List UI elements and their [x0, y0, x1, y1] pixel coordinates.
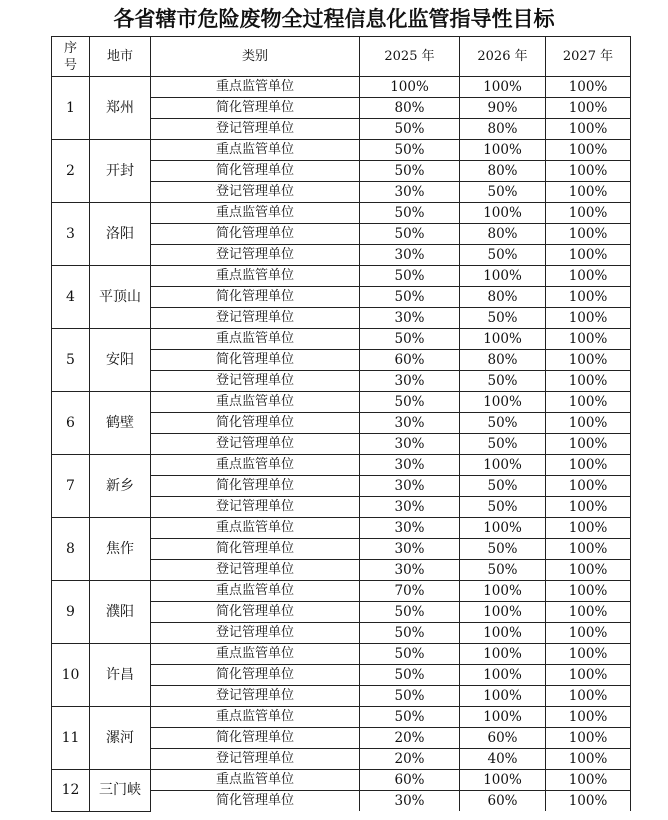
value-2026-cell: 50%	[460, 434, 546, 455]
category-cell: 登记管理单位	[151, 308, 360, 329]
city-cell: 鹤壁	[90, 392, 151, 455]
table-body	[52, 77, 631, 812]
value-2027-cell: 100%	[546, 644, 631, 665]
value-2026-cell: 100%	[460, 329, 546, 350]
serial-number-cell: 9	[52, 581, 90, 644]
value-2026-cell: 50%	[460, 476, 546, 497]
value-2025-cell: 50%	[360, 287, 460, 308]
value-2025-cell: 60%	[360, 770, 460, 791]
table-row	[52, 518, 631, 539]
value-2027-cell: 100%	[546, 749, 631, 770]
category-cell: 简化管理单位	[151, 602, 360, 623]
category-cell: 简化管理单位	[151, 287, 360, 308]
value-2026-cell: 50%	[460, 182, 546, 203]
category-cell: 登记管理单位	[151, 749, 360, 770]
value-2027-cell: 100%	[546, 161, 631, 182]
category-cell: 重点监管单位	[151, 329, 360, 350]
category-cell: 重点监管单位	[151, 392, 360, 413]
value-2025-cell: 30%	[360, 371, 460, 392]
category-cell: 登记管理单位	[151, 119, 360, 140]
city-cell: 新乡	[90, 455, 151, 518]
category-cell: 登记管理单位	[151, 497, 360, 518]
value-2026-cell: 80%	[460, 119, 546, 140]
value-2025-cell: 30%	[360, 518, 460, 539]
category-cell: 简化管理单位	[151, 728, 360, 749]
value-2026-cell: 100%	[460, 623, 546, 644]
category-cell: 简化管理单位	[151, 476, 360, 497]
value-2027-cell: 100%	[546, 518, 631, 539]
value-2027-cell: 100%	[546, 266, 631, 287]
targets-table	[51, 36, 631, 812]
city-cell: 安阳	[90, 329, 151, 392]
value-2026-cell: 50%	[460, 560, 546, 581]
value-2026-cell: 80%	[460, 224, 546, 245]
value-2027-cell: 100%	[546, 434, 631, 455]
value-2026-cell: 50%	[460, 539, 546, 560]
header-city: 地市	[90, 37, 151, 77]
serial-number-cell: 7	[52, 455, 90, 518]
category-cell: 简化管理单位	[151, 539, 360, 560]
table-row	[52, 266, 631, 287]
category-cell: 重点监管单位	[151, 707, 360, 728]
header-2025: 2025 年	[360, 37, 460, 77]
category-cell: 登记管理单位	[151, 560, 360, 581]
value-2025-cell: 30%	[360, 413, 460, 434]
value-2026-cell: 100%	[460, 203, 546, 224]
category-cell: 重点监管单位	[151, 770, 360, 791]
value-2027-cell: 100%	[546, 560, 631, 581]
serial-number-cell: 2	[52, 140, 90, 203]
city-cell: 许昌	[90, 644, 151, 707]
serial-number-cell: 8	[52, 518, 90, 581]
serial-number-cell: 12	[52, 770, 90, 812]
value-2027-cell: 100%	[546, 476, 631, 497]
serial-number-cell: 5	[52, 329, 90, 392]
header-2027: 2027 年	[546, 37, 631, 77]
value-2027-cell: 100%	[546, 98, 631, 119]
value-2027-cell: 100%	[546, 686, 631, 707]
value-2025-cell: 50%	[360, 161, 460, 182]
category-cell: 登记管理单位	[151, 371, 360, 392]
category-cell: 重点监管单位	[151, 77, 360, 98]
serial-number-cell: 1	[52, 77, 90, 140]
category-cell: 重点监管单位	[151, 518, 360, 539]
value-2027-cell: 100%	[546, 539, 631, 560]
table-row	[52, 392, 631, 413]
category-cell: 重点监管单位	[151, 644, 360, 665]
value-2025-cell: 50%	[360, 329, 460, 350]
value-2025-cell: 50%	[360, 665, 460, 686]
value-2025-cell: 50%	[360, 266, 460, 287]
table-row	[52, 455, 631, 476]
value-2026-cell: 50%	[460, 413, 546, 434]
value-2027-cell: 100%	[546, 455, 631, 476]
value-2026-cell: 100%	[460, 140, 546, 161]
value-2027-cell: 100%	[546, 707, 631, 728]
value-2025-cell: 30%	[360, 434, 460, 455]
category-cell: 重点监管单位	[151, 455, 360, 476]
table-row	[52, 77, 631, 98]
value-2027-cell: 100%	[546, 497, 631, 518]
value-2027-cell: 100%	[546, 602, 631, 623]
value-2026-cell: 100%	[460, 665, 546, 686]
table-row	[52, 644, 631, 665]
value-2025-cell: 30%	[360, 455, 460, 476]
category-cell: 简化管理单位	[151, 98, 360, 119]
city-cell: 焦作	[90, 518, 151, 581]
value-2025-cell: 30%	[360, 245, 460, 266]
table-row	[52, 329, 631, 350]
value-2025-cell: 30%	[360, 539, 460, 560]
value-2027-cell: 100%	[546, 224, 631, 245]
value-2027-cell: 100%	[546, 329, 631, 350]
header-row	[52, 37, 631, 77]
value-2026-cell: 80%	[460, 350, 546, 371]
value-2025-cell: 50%	[360, 140, 460, 161]
value-2025-cell: 50%	[360, 224, 460, 245]
value-2025-cell: 50%	[360, 644, 460, 665]
category-cell: 重点监管单位	[151, 203, 360, 224]
value-2026-cell: 100%	[460, 266, 546, 287]
value-2026-cell: 50%	[460, 245, 546, 266]
value-2026-cell: 40%	[460, 749, 546, 770]
value-2027-cell: 100%	[546, 728, 631, 749]
document-title: 各省辖市危险废物全过程信息化监管指导性目标	[113, 7, 555, 31]
category-cell: 重点监管单位	[151, 140, 360, 161]
value-2025-cell: 30%	[360, 308, 460, 329]
value-2026-cell: 100%	[460, 581, 546, 602]
table-row	[52, 770, 631, 791]
city-cell: 漯河	[90, 707, 151, 770]
value-2025-cell: 50%	[360, 707, 460, 728]
value-2025-cell: 20%	[360, 749, 460, 770]
value-2025-cell: 70%	[360, 581, 460, 602]
header-serial: 序 号	[52, 37, 90, 77]
value-2027-cell: 100%	[546, 119, 631, 140]
header-2026: 2026 年	[460, 37, 546, 77]
value-2025-cell: 20%	[360, 728, 460, 749]
category-cell: 简化管理单位	[151, 161, 360, 182]
city-cell: 开封	[90, 140, 151, 203]
value-2025-cell: 80%	[360, 98, 460, 119]
value-2027-cell: 100%	[546, 287, 631, 308]
value-2025-cell: 100%	[360, 77, 460, 98]
value-2025-cell: 50%	[360, 119, 460, 140]
header-category: 类别	[151, 37, 360, 77]
category-cell: 登记管理单位	[151, 245, 360, 266]
value-2027-cell: 100%	[546, 245, 631, 266]
value-2026-cell: 50%	[460, 371, 546, 392]
category-cell: 登记管理单位	[151, 182, 360, 203]
category-cell: 简化管理单位	[151, 413, 360, 434]
value-2026-cell: 60%	[460, 728, 546, 749]
serial-number-cell: 6	[52, 392, 90, 455]
value-2026-cell: 100%	[460, 518, 546, 539]
table-row	[52, 203, 631, 224]
value-2027-cell: 100%	[546, 77, 631, 98]
value-2027-cell: 100%	[546, 140, 631, 161]
value-2025-cell: 50%	[360, 623, 460, 644]
value-2025-cell: 30%	[360, 476, 460, 497]
value-2026-cell: 100%	[460, 455, 546, 476]
value-2025-cell: 30%	[360, 791, 460, 812]
serial-number-cell: 10	[52, 644, 90, 707]
value-2027-cell: 100%	[546, 182, 631, 203]
city-cell: 平顶山	[90, 266, 151, 329]
table-row	[52, 707, 631, 728]
category-cell: 简化管理单位	[151, 665, 360, 686]
value-2025-cell: 50%	[360, 686, 460, 707]
value-2026-cell: 100%	[460, 602, 546, 623]
value-2026-cell: 100%	[460, 707, 546, 728]
value-2026-cell: 80%	[460, 161, 546, 182]
value-2026-cell: 100%	[460, 392, 546, 413]
value-2026-cell: 90%	[460, 98, 546, 119]
serial-number-cell: 11	[52, 707, 90, 770]
category-cell: 简化管理单位	[151, 791, 360, 812]
value-2027-cell: 100%	[546, 392, 631, 413]
category-cell: 登记管理单位	[151, 623, 360, 644]
value-2025-cell: 50%	[360, 602, 460, 623]
value-2027-cell: 100%	[546, 371, 631, 392]
value-2027-cell: 100%	[546, 350, 631, 371]
value-2025-cell: 30%	[360, 182, 460, 203]
table-row	[52, 140, 631, 161]
table-row	[52, 581, 631, 602]
value-2027-cell: 100%	[546, 791, 631, 812]
value-2025-cell: 60%	[360, 350, 460, 371]
category-cell: 登记管理单位	[151, 686, 360, 707]
value-2025-cell: 30%	[360, 560, 460, 581]
value-2027-cell: 100%	[546, 665, 631, 686]
value-2027-cell: 100%	[546, 413, 631, 434]
serial-number-cell: 3	[52, 203, 90, 266]
city-cell: 濮阳	[90, 581, 151, 644]
city-cell: 洛阳	[90, 203, 151, 266]
value-2026-cell: 50%	[460, 497, 546, 518]
value-2026-cell: 80%	[460, 287, 546, 308]
value-2027-cell: 100%	[546, 770, 631, 791]
value-2025-cell: 30%	[360, 497, 460, 518]
category-cell: 重点监管单位	[151, 581, 360, 602]
value-2026-cell: 100%	[460, 644, 546, 665]
value-2026-cell: 100%	[460, 77, 546, 98]
value-2025-cell: 50%	[360, 392, 460, 413]
value-2026-cell: 50%	[460, 308, 546, 329]
category-cell: 简化管理单位	[151, 350, 360, 371]
value-2026-cell: 100%	[460, 686, 546, 707]
city-cell: 三门峡	[90, 770, 151, 812]
category-cell: 登记管理单位	[151, 434, 360, 455]
city-cell: 郑州	[90, 77, 151, 140]
value-2027-cell: 100%	[546, 203, 631, 224]
category-cell: 简化管理单位	[151, 224, 360, 245]
value-2025-cell: 50%	[360, 203, 460, 224]
value-2027-cell: 100%	[546, 623, 631, 644]
value-2027-cell: 100%	[546, 581, 631, 602]
value-2026-cell: 100%	[460, 770, 546, 791]
value-2027-cell: 100%	[546, 308, 631, 329]
serial-number-cell: 4	[52, 266, 90, 329]
value-2026-cell: 60%	[460, 791, 546, 812]
category-cell: 重点监管单位	[151, 266, 360, 287]
